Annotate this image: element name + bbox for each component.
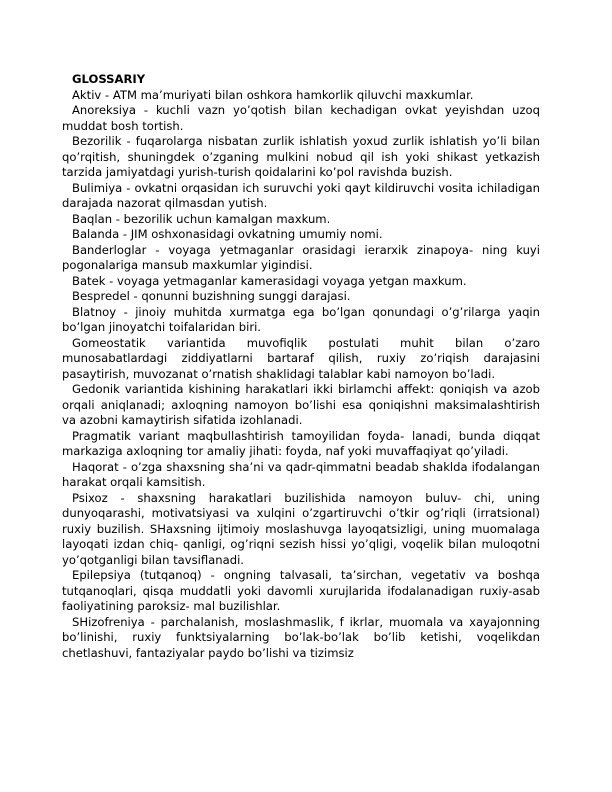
glossary-body — [62, 88, 540, 662]
glossary-entry-baqlan: Baqlan - bezorilik uchun kamalgan maxkum. — [72, 211, 331, 226]
glossary-entry-aktiv: Aktiv - ATM ma’muriyati bilan oshkora hamkorlik qiluvchi maxkumlar. — [72, 87, 474, 102]
page-title: GLOSSARIY — [72, 72, 146, 86]
glossary-entry-bespredel: Bespredel - qonunni buzishning sunggi darajasi. — [72, 289, 351, 303]
glossary-entry-bezorilik: Bezorilik - fuqarolarga nisbatan zurlik ishlatish yoxud zurlik ishlatish yo’li bilan qo’rqitish, shuningdek o’zganing mulkini nobud qil ish yoki shikast yetkazish tarzida jamiyatdagi yurish-turish qoidalarini ko’pol ravishda buzish. — [62, 134, 540, 179]
document-page — [62, 72, 540, 661]
glossary-entry-pragmatik: Pragmatik variant maqbullashtirish tamoyilidan foyda- lanadi, bunda diqqat markaziga axloqning tor amaliy jihati: foyda, naf yoki muvaffaqiyat qo’yiladi. — [62, 428, 540, 458]
glossary-entry-epilepsiya: Epilepsiya (tutqanoq) - ongning talvasali, ta’sirchan, vegetativ va boshqa tutqanoqlari, qisqa muddatli yoki davomli xurujlarida ifodalanadigan ruxiy-asab faoliyatining paroksiz- mal buzilishlar. — [62, 568, 540, 613]
glossary-entry-batek: Batek - voyaga yetmaganlar kamerasidagi voyaga yetgan maxkum. — [72, 273, 467, 288]
glossary-entry-shizofreniya: SHizofreniya - parchalanish, moslashmaslik, f ikrlar, muomala va xayajonning bo’linishi, ruxiy funktsiyalarning bo’lak-bo’lak bo’lib ketishi, voqelikdan chetlashuvi, fantaziyalar paydo bo’lishi va tizimsiz — [62, 614, 540, 660]
glossary-entry-anoreksiya: Anoreksiya - kuchli vazn yo’qotish bilan kechadigan ovkat yeyishdan uzoq muddat bosh tortish. — [62, 103, 540, 133]
glossary-entry-gomeostatik: Gomeostatik variantida muvofiqlik postulati muhit bilan o’zaro munosabatlardagi ziddiyatlarni bartaraf qilish, ruxiy zo’riqish darajasini pasaytirish, muvozanat o’rnatish shaklidagi talablar kabi namoyon bo’ladi. — [62, 335, 540, 381]
glossary-entry-bulimiya: Bulimiya - ovkatni orqasidan ich suruvchi yoki qayt kildiruvchi vosita ichiladigan darajada nazorat qilmasdan yutish. — [62, 180, 540, 210]
glossary-entry-gedonik: Gedonik variantida kishining harakatlari ikki birlamchi affekt: qoniqish va azob orqali aniqlanadi; axloqning namoyon bo’lishi esa qoniqishni maksimalashtirish va azobni kamaytirish sifatida izohlanadi. — [62, 382, 540, 427]
glossary-entry-psixoz: Psixoz - shaxsning harakatlari buzilishida namoyon buluv- chi, uning dunyoqarashi, motivatsiyasi va xulqini o’zgartiruvchi o’tkir og’riqli (irratsional) ruxiy buzilish. SHaxsning ijtimoiy moslashuvga layoqatsizligi, uning muomalaga layoqati izdan chiq- qanligi, og’riqni sezish hissi yo’qligi, voqelik bilan muloqotni yo’qotganligi bilan tavsiflanadi. — [62, 490, 540, 567]
glossary-entry-banderloglar: Banderloglar - voyaga yetmaganlar orasidagi ierarxik zinapoya- ning kuyi pogonalariga mansub maxkumlar yigindisi. — [62, 242, 540, 272]
glossary-entry-balanda: Balanda - JIM oshxonasidagi ovkatning umumiy nomi. — [72, 227, 383, 241]
glossary-entry-blatnoy: Blatnoy - jinoiy muhitda xurmatga ega bo’lgan qonundagi o’g’rilarga yaqin bo’lgan jinoyatchi toifalaridan biri. — [62, 304, 540, 334]
glossary-entry-haqorat: Haqorat - o’zga shaxsning sha’ni va qadr-qimmatni beadab shaklda ifodalangan harakat orqali kamsitish. — [62, 459, 540, 489]
